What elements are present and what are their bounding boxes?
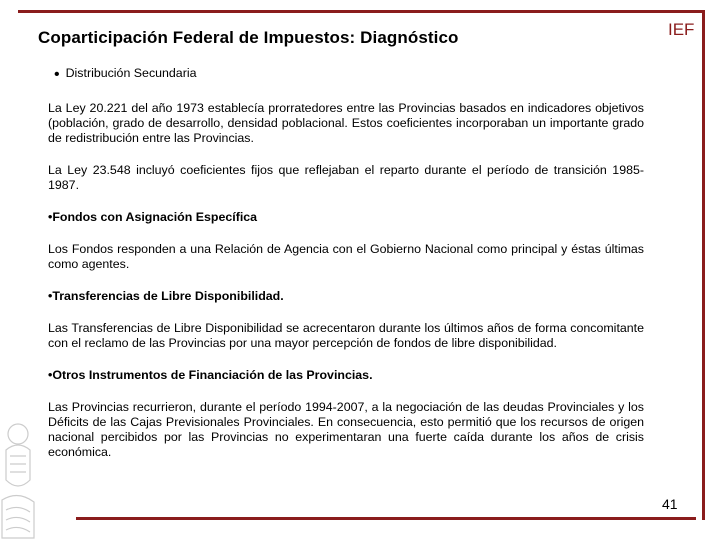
slide-content: [48, 66, 644, 477]
paragraph-fondos: Los Fondos responden a una Relación de Agencia con el Gobierno Nacional como principal y éstas últimas como agentes.: [48, 242, 644, 271]
heading-transferencias: •Transferencias de Libre Disponibilidad.: [48, 289, 284, 303]
seal-watermark: [0, 410, 48, 540]
heading-otros-instrumentos: •Otros Instrumentos de Financiación de las Provincias.: [48, 368, 373, 382]
paragraph-otros-instrumentos: Las Provincias recurrieron, durante el período 1994-2007, a la negociación de las deudas Provinciales y los Déficits de las Cajas Previsionales Provinciales. En consecuencia, esto permitió que los recursos de origen nacional percibidos por las Provincias no experimentaran una fuerte caída durante los años de crisis económica.: [48, 400, 644, 459]
paragraph-ley-23548: La Ley 23.548 incluyó coeficientes fijos que reflejaban el reparto durante el período de transición 1985-1987.: [48, 163, 644, 192]
right-rule: [702, 10, 705, 520]
paragraph-transferencias: Las Transferencias de Libre Disponibilidad se acrecentaron durante los últimos años de forma concomitante con el reclamo de las Provincias por una mayor percepción de fondos de libre disponibilidad.: [48, 321, 644, 350]
bullet-dot: •: [54, 66, 60, 83]
bottom-rule: [76, 517, 696, 520]
main-bullet: [54, 66, 644, 82]
page-number: 41: [662, 496, 678, 512]
top-rule: [18, 10, 704, 13]
heading-fondos: •Fondos con Asignación Específica: [48, 210, 258, 224]
brand-label: IEF: [668, 20, 695, 39]
paragraph-ley-20221: La Ley 20.221 del año 1973 establecía prorratedores entre las Provincias basados en indicadores objetivos (población, grado de desarrollo, densidad poblacional. Estos coeficientes incorporaban un importante grado de redistribución entre las Provincias.: [48, 101, 644, 145]
main-bullet-label: Distribución Secundaria: [65, 66, 197, 80]
slide-title: Coparticipación Federal de Impuestos: Diagnóstico: [38, 28, 459, 47]
